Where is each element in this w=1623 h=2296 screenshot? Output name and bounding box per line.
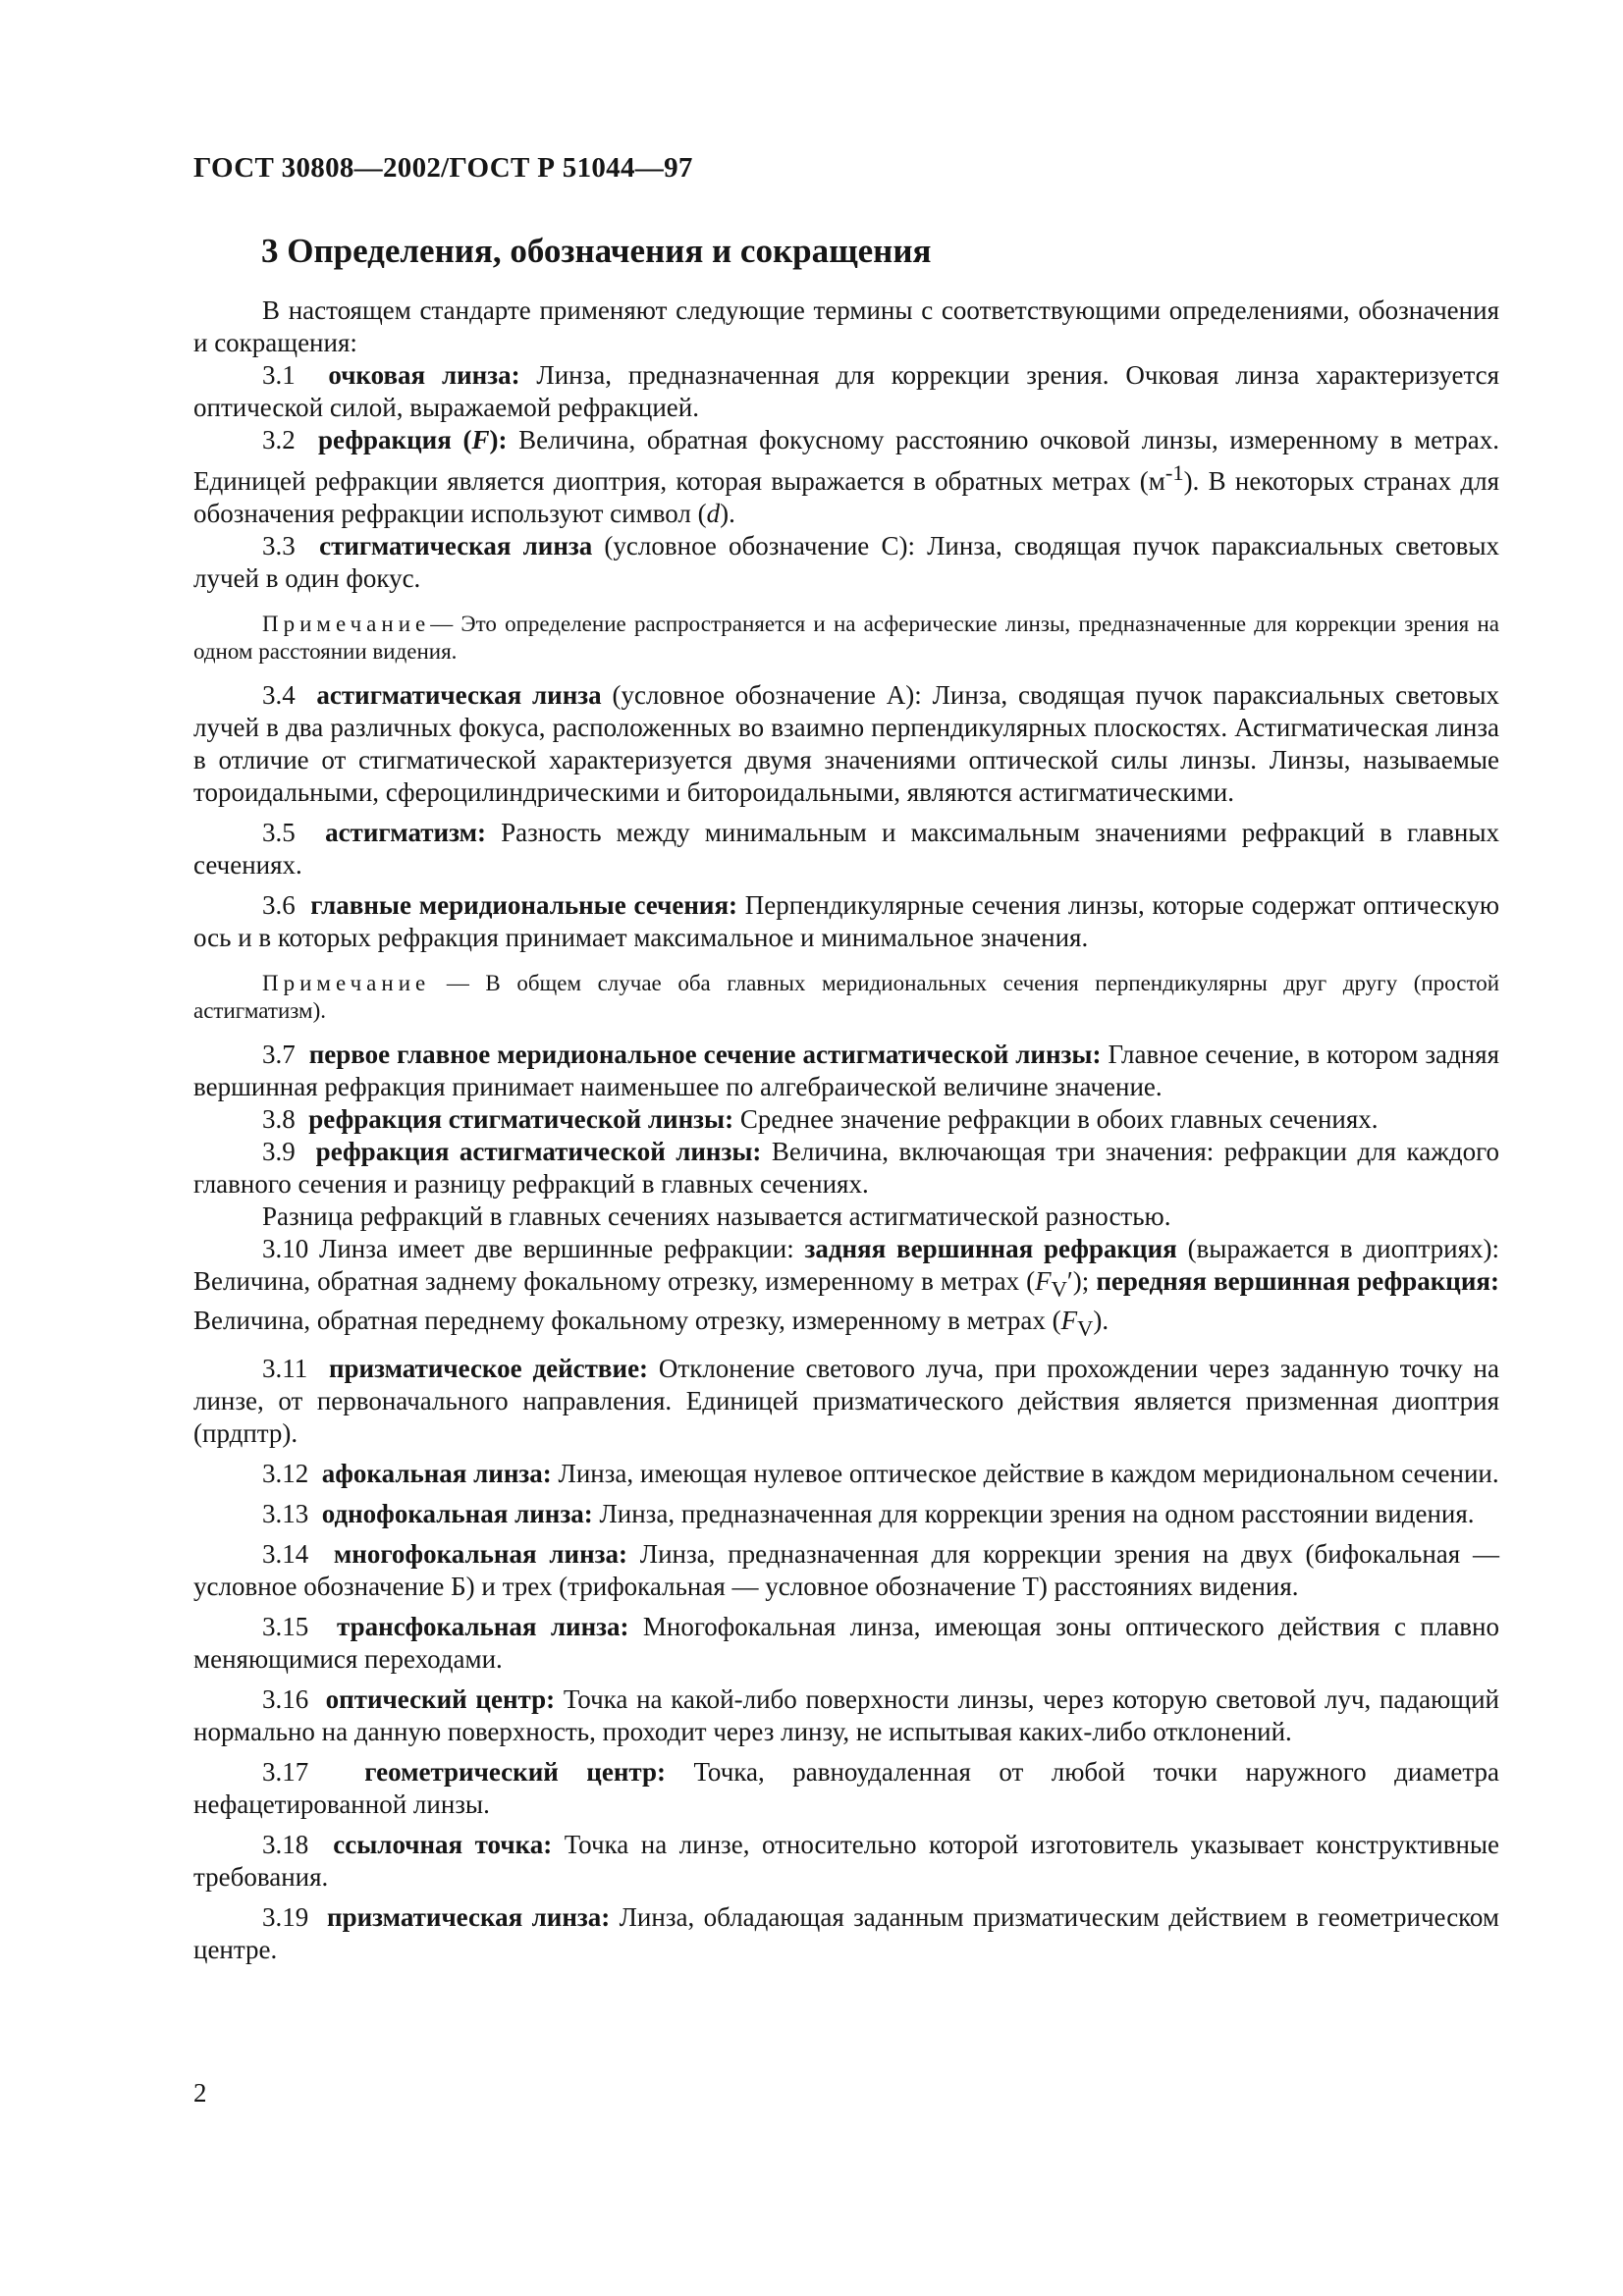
definition-text: ). [1093, 1306, 1109, 1336]
term: стигматическая линза [319, 531, 593, 561]
definition-3-8 [193, 1103, 1499, 1136]
definition-3-17 [193, 1756, 1499, 1821]
definition-3-6 [193, 889, 1499, 954]
definition-3-18 [193, 1829, 1499, 1894]
definition-text: ). В некоторых странах для обозначения рефракции используют символ ( [193, 466, 1499, 528]
note-text: — В общем случае оба главных меридиональных сечения перпендикулярны друг другу (простой астигматизм). [193, 971, 1500, 1023]
definition-text: (выражается в диоптриях): Величина, обратная заднему фокальному отрезку, измеренному в метрах ( [193, 1234, 1500, 1296]
term: передняя вершинная рефракция: [1096, 1266, 1500, 1296]
superscript: -1 [1164, 460, 1184, 485]
term: астигматическая линза [316, 680, 602, 710]
term: рефракция стигматической линзы: [308, 1104, 734, 1134]
definition-3-14 [193, 1538, 1499, 1603]
definition-3-9 [193, 1136, 1499, 1201]
term: рефракция астигматической линзы: [315, 1137, 762, 1166]
clause-number: 3.11 [262, 1353, 308, 1383]
clause-number: 3.14 [262, 1538, 309, 1569]
clause-number: 3.9 [262, 1137, 296, 1166]
clause-number: 3.3 [262, 531, 296, 561]
clause-number: 3.12 [262, 1458, 309, 1488]
clause-number: 3.18 [262, 1829, 309, 1859]
definition-text: Главное сечение, в котором задняя вершинная рефракция принимает наименьшее по алгебраической величине значение. [193, 1040, 1500, 1101]
term: призматическая линза: [327, 1901, 611, 1932]
clause-number: 3.7 [262, 1040, 296, 1069]
definition-3-19 [193, 1901, 1499, 1966]
definition-3-16 [193, 1683, 1499, 1748]
clause-number: 3.13 [262, 1498, 309, 1528]
clause-number: 3.19 [262, 1901, 309, 1932]
definition-text: (условное обозначение С): Линза, сводящая пучок параксиальных световых лучей в один фокус. [193, 531, 1500, 593]
term: ссылочная точка: [333, 1829, 553, 1859]
definition-3-2 [193, 424, 1499, 530]
definition-3-11 [193, 1353, 1499, 1450]
symbol-F: F [471, 425, 490, 454]
term: афокальная линза: [321, 1458, 552, 1488]
subscript: V [1051, 1276, 1067, 1302]
clause-number: 3.6 [262, 890, 296, 920]
definition-3-1 [193, 359, 1499, 424]
term-end: ): [489, 425, 508, 454]
definition-3-3 [193, 530, 1499, 595]
definition-text: Линза, предназначенная для коррекции зрения на двух (бифокальная — условное обозначение Б) и трех (трифокальная — условное обозначение Т) расстояниях видения. [193, 1538, 1500, 1601]
term: астигматизм: [325, 818, 486, 847]
paragraph-3-9-continued: Разница рефракций в главных сечениях называется астигматической разностью. [262, 1201, 1171, 1231]
definition-text: Величина, обратная переднему фокальному отрезку, измеренному в метрах ( [193, 1306, 1061, 1336]
clause-number: 3.4 [262, 680, 296, 710]
clause-number: 3.8 [262, 1104, 296, 1134]
definition-3-5 [193, 817, 1499, 881]
definition-text: Линза, предназначенная для коррекции зрения. Очковая линза характеризуется оптической силой, выражаемой рефракцией. [193, 360, 1499, 422]
definition-text: Точка на какой-либо поверхности линзы, через которую световой луч, падающий нормально на данную поверхность, проходит через линзу, не испытывая каких-либо отклонений. [193, 1683, 1499, 1746]
symbol-end: ′); [1066, 1266, 1090, 1296]
symbol-F: F [1060, 1306, 1078, 1336]
definition-text: Линза, предназначенная для коррекции зрения на одном расстоянии видения. [599, 1498, 1475, 1528]
definition-text: Величина, включающая три значения: рефракции для каждого главного сечения и разницу рефракций в главных сечениях. [193, 1137, 1500, 1199]
definition-3-15 [193, 1611, 1499, 1676]
term [318, 425, 507, 454]
definition-3-13 [193, 1498, 1499, 1530]
definition-3-7 [193, 1039, 1499, 1103]
section-title: 3 Определения, обозначения и сокращения [261, 232, 932, 270]
definition-3-12 [193, 1458, 1499, 1490]
definition-text: Разность между минимальным и максимальным значениями рефракций в главных сечениях. [193, 818, 1500, 880]
note-1 [193, 611, 1499, 666]
clause-number: 3.5 [262, 818, 296, 847]
clause-number: 3.1 [262, 360, 296, 390]
note-label: Примечание [262, 971, 431, 995]
term: геометрический центр: [364, 1756, 666, 1787]
definition-text: Среднее значение рефракции в обоих главных сечениях. [739, 1104, 1379, 1134]
definition-text: Точка на линзе, относительно которой изготовитель указывает конструктивные требования. [193, 1829, 1500, 1892]
clause-number: 3.15 [262, 1611, 309, 1641]
symbol-F: F [1035, 1266, 1052, 1296]
definition-text: Точка, равноудаленная от любой точки наружного диаметра нефацетированной линзы. [193, 1756, 1500, 1819]
document-body [193, 294, 1499, 1966]
term: оптический центр: [325, 1683, 556, 1714]
term-text: рефракция ( [318, 425, 472, 454]
subscript: V [1077, 1315, 1094, 1341]
clause-number: 3.10 [262, 1234, 309, 1263]
term: многофокальная линза: [333, 1538, 627, 1569]
clause-number: 3.16 [262, 1683, 309, 1714]
definition-text: Линза, обладающая заданным призматическим действием в геометрическом центре. [193, 1901, 1500, 1964]
term: однофокальная линза: [321, 1498, 593, 1528]
term: первое главное меридиональное сечение астигматической линзы: [308, 1040, 1102, 1069]
document-header: ГОСТ 30808—2002/ГОСТ Р 51044—97 [193, 152, 693, 184]
definition-3-4 [193, 679, 1499, 809]
definition-text: Линза имеет две вершинные рефракции: [319, 1234, 794, 1263]
note-text: — Это определение распространяется и на асферические линзы, предназначенные для коррекции зрения на одном расстоянии видения. [193, 612, 1499, 664]
definition-text: ). [720, 499, 735, 528]
intro-paragraph: В настоящем стандарте применяют следующие термины с соответствующими определениями, обозначения и сокращения: [193, 295, 1499, 357]
term: задняя вершинная рефракция [804, 1234, 1177, 1263]
note-label: Примечание [262, 612, 431, 636]
definition-text: Многофокальная линза, имеющая зоны оптического действия с плавно меняющимися переходами. [193, 1611, 1499, 1674]
term: трансфокальная линза: [337, 1611, 629, 1641]
definition-text: Величина, обратная фокусному расстоянию очковой линзы, измеренному в метрах. Единицей рефракции является диоптрия, которая выражается в обратных метрах (м [193, 425, 1500, 496]
page-number: 2 [193, 2078, 207, 2108]
note-2 [193, 970, 1499, 1025]
clause-number: 3.17 [262, 1756, 309, 1787]
term: главные меридиональные сечения: [310, 890, 738, 920]
definition-3-10 [193, 1233, 1499, 1345]
definition-text: Линза, имеющая нулевое оптическое действие в каждом меридиональном сечении. [558, 1458, 1499, 1488]
term: очковая линза: [328, 360, 520, 390]
clause-number: 3.2 [262, 425, 296, 454]
definition-text: Отклонение светового луча, при прохождении через заданную точку на линзе, от первоначального направления. Единицей призматического действия является призменная диоптрия (прдптр). [193, 1353, 1499, 1448]
symbol-d: d [706, 499, 721, 528]
definition-text: (условное обозначение А): Линза, сводящая пучок параксиальных световых лучей в два различных фокуса, расположенных во взаимно перпендикулярных плоскостях. Астигматическая линза в отличие от стигматической характеризуется двумя значениями оптической силы линзы. Линзы, называемые тороидальными, сфероцилиндрическими и битороидальными, являются астигматическими. [193, 680, 1500, 807]
definition-text: Перпендикулярные сечения линзы, которые содержат оптическую ось и в которых рефракция принимает максимальное и минимальное значения. [193, 890, 1499, 952]
term: призматическое действие: [328, 1353, 649, 1383]
